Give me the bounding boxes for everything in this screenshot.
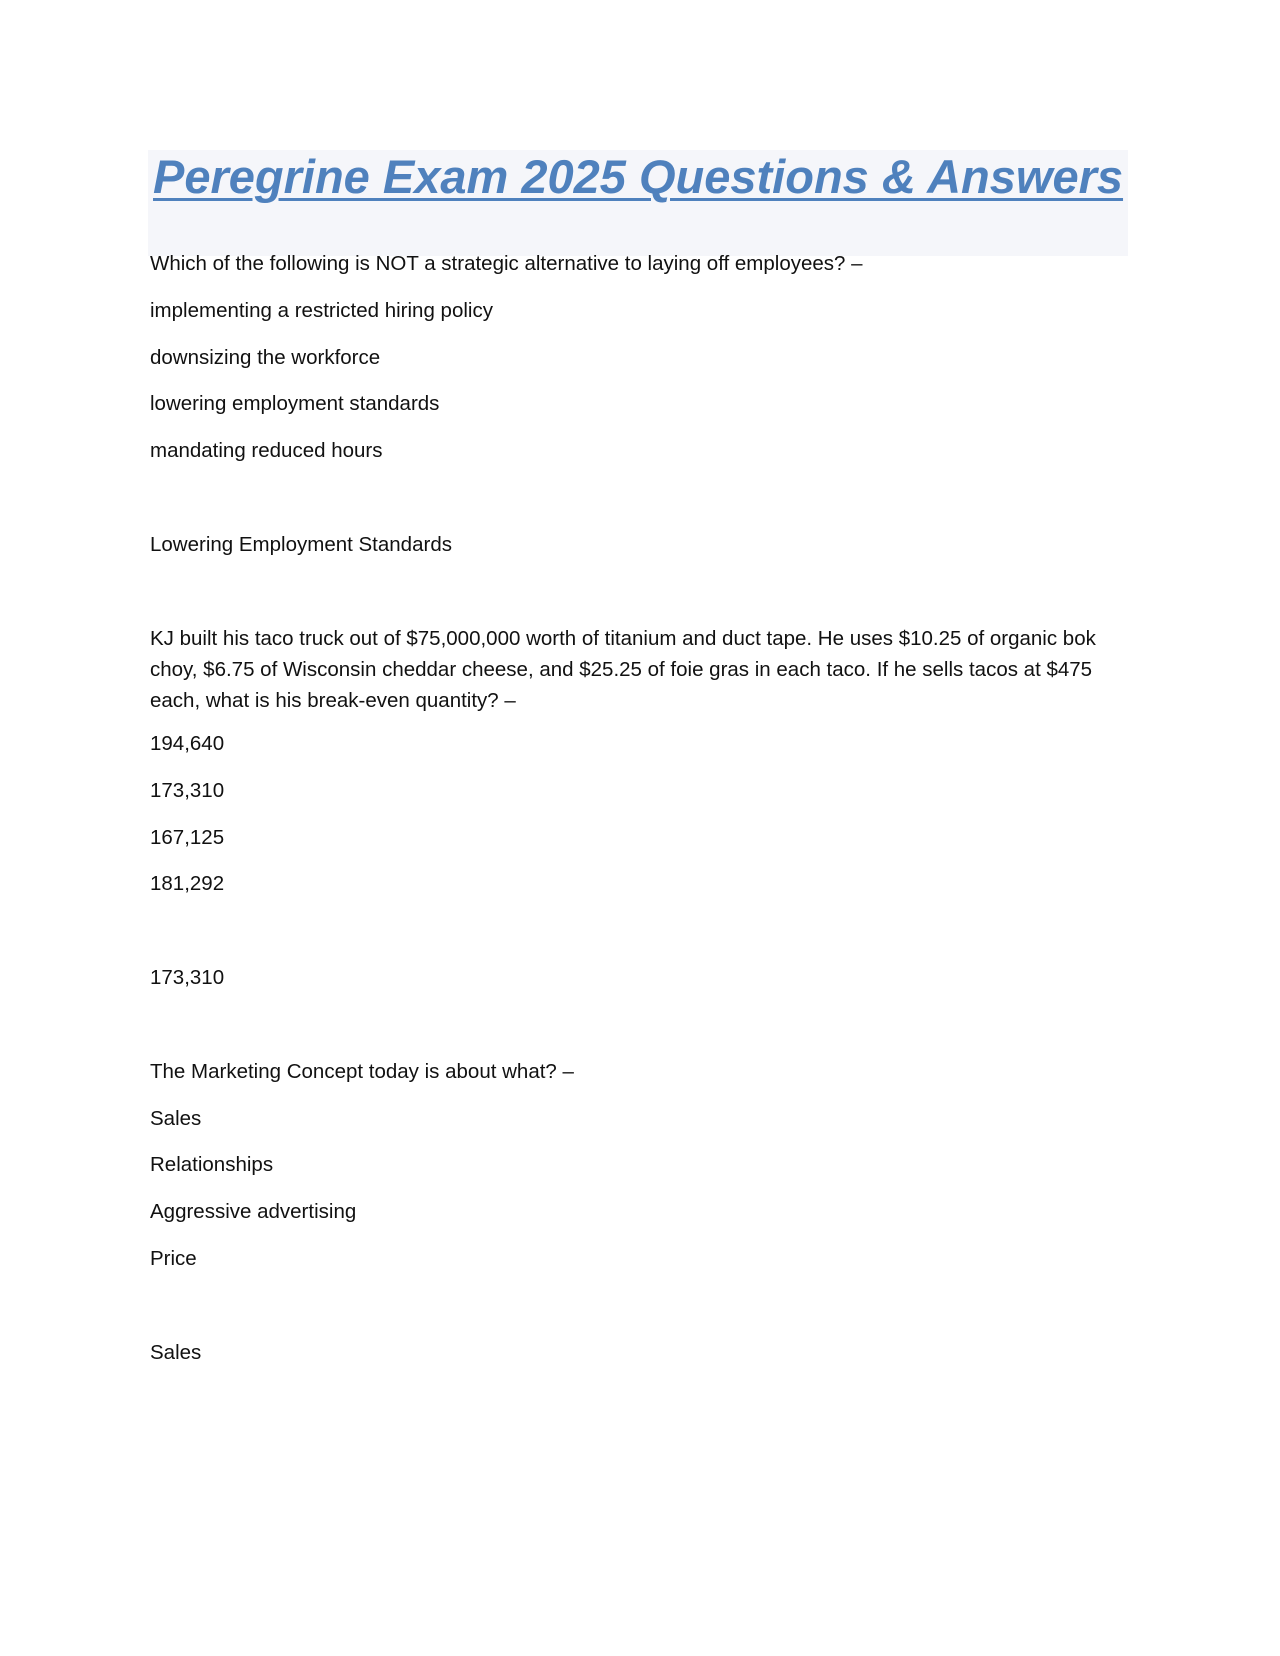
question-2-option-3: 167,125 (150, 826, 225, 849)
document-title: Peregrine Exam 2025 Questions & Answers (153, 150, 1124, 203)
question-3-option-1: Sales (150, 1107, 202, 1130)
question-2-option-4: 181,292 (150, 872, 225, 895)
question-3-option-4: Price (150, 1247, 197, 1270)
question-2-answer: 173,310 (150, 966, 225, 989)
question-3-option-2: Relationships (150, 1153, 274, 1176)
question-3-text: The Marketing Concept today is about what? – (150, 1060, 574, 1083)
question-2-option-1: 194,640 (150, 732, 225, 755)
question-1-option-4: mandating reduced hours (150, 439, 383, 462)
question-1-answer: Lowering Employment Standards (150, 533, 452, 556)
question-2-text: KJ built his taco truck out of $75,000,000 worth of titanium and duct tape. He uses $10.25 of organic bok choy, $6.75 of Wisconsin cheddar cheese, and $25.25 of foie gras in each taco. If he sells tacos at $475 each, what is his break-even quantity? – (150, 627, 1096, 712)
question-2-option-2: 173,310 (150, 779, 225, 802)
question-1-text: Which of the following is NOT a strategic alternative to laying off employees? – (150, 252, 863, 275)
question-3-option-3: Aggressive advertising (150, 1200, 357, 1223)
question-3-answer: Sales (150, 1341, 202, 1364)
question-1-option-2: downsizing the workforce (150, 346, 381, 369)
question-1-option-1: implementing a restricted hiring policy (150, 299, 493, 322)
question-1-option-3: lowering employment standards (150, 392, 440, 415)
